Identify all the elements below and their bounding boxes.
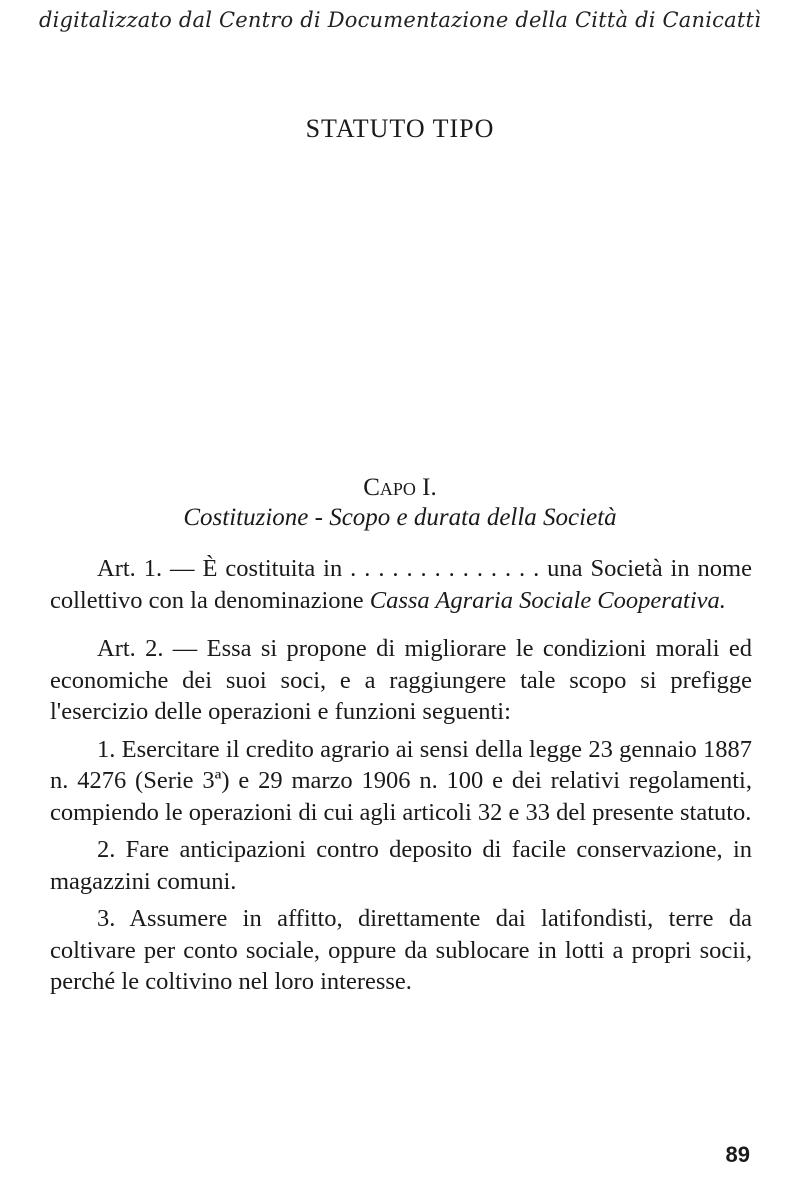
article-2: Art. 2. — Essa si propone di migliorare le condizioni morali ed economiche dei suoi soci, e a raggiungere tale scopo si prefigge l'esercizio delle operazioni e funzioni seguenti: — [50, 635, 752, 725]
article-1 — [50, 553, 752, 616]
document-title: STATUTO TIPO — [305, 114, 495, 143]
digitization-watermark: digitalizzato dal Centro di Documentazione della Città di Canicattì — [38, 8, 762, 32]
page-number: 89 — [725, 1142, 750, 1167]
chapter-subtitle: Costituzione - Scopo e durata della Società — [183, 504, 617, 531]
chapter-heading — [0, 474, 800, 502]
society-name: Cassa Agraria Sociale Cooperativa. — [369, 586, 726, 614]
chapter-label: Capo I. — [363, 474, 437, 501]
article-1-text: Art. 1. — È costituita in . . . . . . . . . . . . . . una Società in nome collettivo con la denominazione — [50, 555, 752, 614]
document-body — [50, 553, 752, 998]
list-item: 2. Fare anticipazioni contro deposito di facile conservazione, in magazzini comuni. — [50, 836, 752, 895]
list-item: 3. Assumere in affitto, direttamente dai latifondisti, terre da coltivare per conto sociale, oppure da sublocare in lotti a propri socii, perché le coltivino nel loro interesse. — [50, 905, 752, 995]
list-item: 1. Esercitare il credito agrario ai sensi della legge 23 gennaio 1887 n. 4276 (Serie 3ª) e 29 marzo 1906 n. 100 e dei relativi regolamenti, compiendo le operazioni di cui agli articoli 32 e 33 del presente statuto. — [50, 735, 752, 826]
